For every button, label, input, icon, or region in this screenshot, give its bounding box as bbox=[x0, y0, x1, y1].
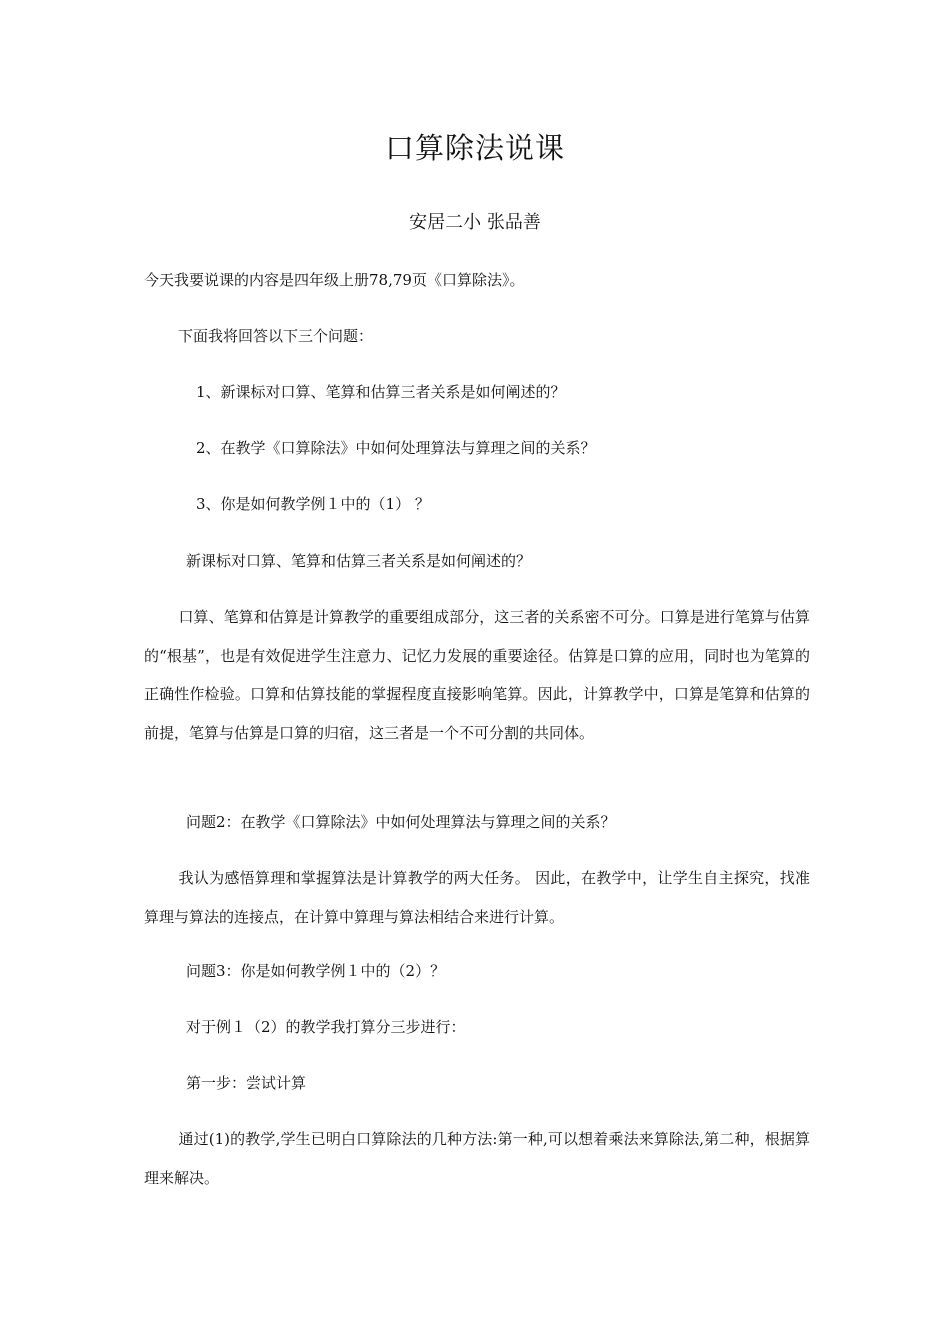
intro-paragraph: 今天我要说课的内容是四年级上册78,79页《口算除法》。 bbox=[144, 271, 525, 289]
question-item-2: 2、在教学《口算除法》中如何处理算法与算理之间的关系？ bbox=[196, 439, 596, 457]
q2-heading: 问题2：在教学《口算除法》中如何处理算法与算理之间的关系？ bbox=[186, 813, 616, 831]
question-item-1: 1、新课标对口算、笔算和估算三者关系是如何阐述的？ bbox=[196, 383, 566, 401]
document-title: 口算除法说课 bbox=[384, 131, 565, 165]
q1-heading: 新课标对口算、笔算和估算三者关系是如何阐述的？ bbox=[186, 552, 532, 570]
q1-answer: 口算、笔算和估算是计算教学的重要组成部分，这三者的关系密不可分。口算是进行笔算与估算的“根基”，也是有效促进学生注意力、记忆力发展的重要途径。估算是口算的应用，同时也为笔算的正确性作检验。口算和估算技能的掌握程度直接影响笔算。因此，计算教学中，口算是笔算和估算的前提，笔算与估算是口算的归宿，这三者是一个不可分割的共同体。 bbox=[144, 608, 810, 742]
question-item-3: 3、你是如何教学例１中的（1） ？ bbox=[196, 495, 430, 513]
q2-answer: 我认为感悟算理和掌握算法是计算教学的两大任务。 因此，在教学中，让学生自主探究，找准算理与算法的连接点，在计算中算理与算法相结合来进行计算。 bbox=[144, 869, 810, 926]
q3-heading: 问题3：你是如何教学例１中的（2）？ bbox=[186, 962, 446, 980]
step1-text: 通过(1)的教学,学生已明白口算除法的几种方法:第一种,可以想着乘法来算除法,第二种，根据算理来解决。 bbox=[144, 1130, 810, 1187]
q3-intro: 对于例１（2）的教学我打算分三步进行： bbox=[186, 1018, 466, 1036]
step1-heading: 第一步：尝试计算 bbox=[186, 1074, 307, 1092]
document-author: 安居二小 张品善 bbox=[409, 212, 541, 233]
questions-intro: 下面我将回答以下三个问题： bbox=[178, 327, 374, 345]
